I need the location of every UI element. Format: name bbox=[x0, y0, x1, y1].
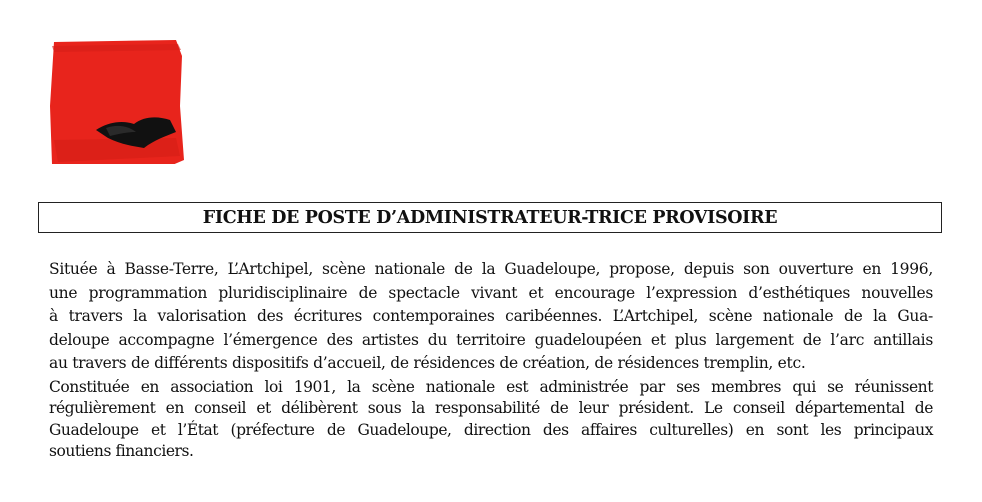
text-line: soutiens financiers. bbox=[49, 441, 194, 460]
text-line: une programmation pluridisciplinaire de spectacle vivant et encourage l’expression d’esthétiques nouvelles bbox=[49, 283, 933, 302]
text-line: Située à Basse-Terre, L’Artchipel, scène nationale de la Guadeloupe, propose, depuis son ouverture en 1996, bbox=[49, 260, 933, 278]
document-title-box bbox=[38, 202, 942, 233]
text-line: Constituée en association loi 1901, la scène nationale est administrée par ses membres qui se réunissent bbox=[49, 377, 933, 396]
text-line: Guadeloupe et l’État (préfecture de Guadeloupe, direction des affaires culturelles) en sont les principaux bbox=[49, 420, 933, 439]
artchipel-logo-graphic bbox=[48, 36, 186, 176]
artchipel-logo bbox=[48, 36, 186, 176]
intro-text bbox=[49, 258, 933, 462]
paragraph-presentation bbox=[49, 258, 933, 376]
text-line: au travers de différents dispositifs d’accueil, de résidences de création, de résidences tremplin, etc. bbox=[49, 354, 806, 373]
text-line: deloupe accompagne l’émergence des artistes du territoire guadeloupéen et plus largement de l’arc antillais bbox=[49, 330, 933, 349]
document-title: FICHE DE POSTE D’ADMINISTRATEUR-TRICE PROVISOIRE bbox=[202, 207, 778, 228]
text-line: régulièrement en conseil et délibèrent sous la responsabilité de leur président. Le conseil départemental de bbox=[49, 399, 933, 418]
paragraph-governance bbox=[49, 377, 933, 462]
text-line: à travers la valorisation des écritures contemporaines caribéennes. L’Artchipel, scène nationale de la Gua- bbox=[49, 307, 933, 326]
